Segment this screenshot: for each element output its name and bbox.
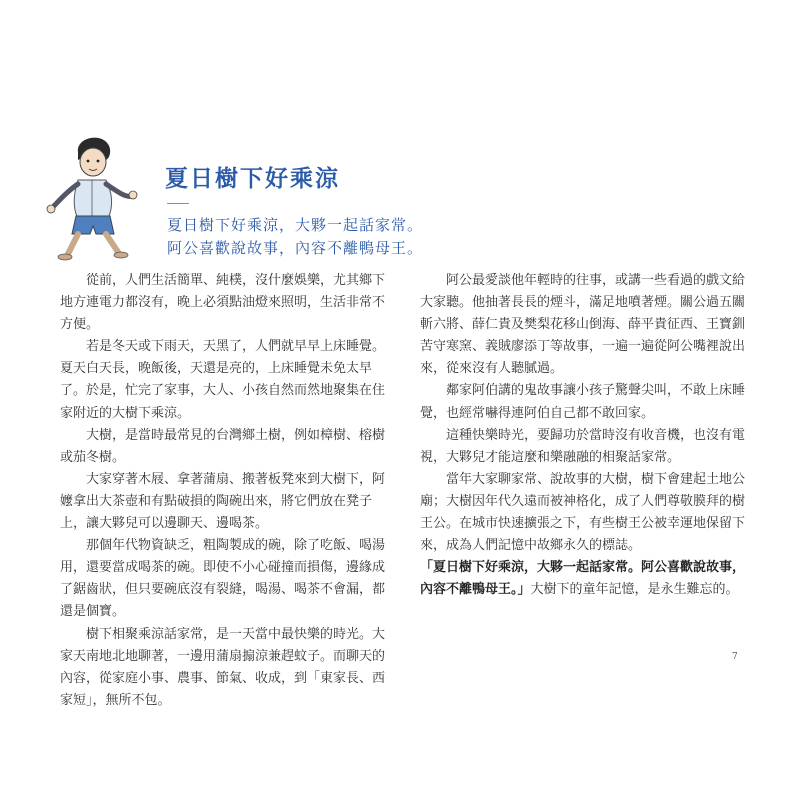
page-number: 7 [732,652,738,662]
paragraph: 從前，人們生活簡單、純樸，沒什麼娛樂，尤其鄉下地方連電力都沒有，晚上必須點油燈來照明，生活非常不方便。 [60,273,386,333]
paragraph: 當年大家聊家常、說故事的大樹，樹下會建起土地公廟；大樹因年代久遠而被神格化，成了人們尊敬膜拜的樹王公。在城市快速擴張之下，有些樹王公被幸運地保留下來，成為人們記憶中故鄉永久的標誌。 [420,471,746,554]
closing-paragraph [420,557,750,601]
paragraph: 大樹，是當時最常見的台灣鄉土樹，例如樟樹、榕樹或茄冬樹。 [60,427,386,465]
boy-illustration [38,130,148,270]
couplet-line: 阿公喜歡說故事，內容不離鴨母王。 [167,239,424,257]
paragraph: 樹下相聚乘涼話家常，是一天當中最快樂的時光。大家天南地北地聊著，一邊用蒲扇搧涼兼趕蚊子。而聊天的內容，從家庭小事、農事、節氣、收成，到「東家長、西家短」，無所不包。 [60,626,386,708]
paragraph: 鄰家阿伯講的鬼故事讓小孩子驚聲尖叫，不敢上床睡覺，也經常嚇得連阿伯自己都不敢回家。 [420,383,746,421]
paragraph: 大家穿著木屐、拿著蒲扇、搬著板凳來到大樹下，阿嬤拿出大茶壺和有點破損的陶碗出來，將它們放在凳子上，讓大夥兒可以邊聊天、邊喝茶。 [60,471,386,532]
chapter-couplet [167,214,423,260]
closing-quote: 「夏日樹下好乘涼，大夥一起話家常。阿公喜歡說故事，內容不離鴨母王。」 [420,560,746,598]
paragraph: 那個年代物資缺乏，粗陶製成的碗，除了吃飯、喝湯用，還要當成喝茶的碗。即使不小心碰撞而損傷，邊緣成了鋸齒狀，但只要碗底沒有裂縫，喝湯、喝茶不會漏，都還是個寶。 [60,538,386,620]
paragraph: 若是冬天或下雨天，天黑了，人們就早早上床睡覺。夏天白天長，晚飯後，天還是亮的，上床睡覺未免太早了。於是，忙完了家事，大人、小孩自然而然地聚集在住家附近的大樹下乘涼。 [60,339,386,421]
right-column [420,270,750,601]
chapter-title: 夏日樹下好乘涼 [165,165,340,192]
couplet-line: 夏日樹下好乘涼，大夥一起話家常。 [167,216,424,234]
title-divider [167,203,189,204]
paragraph: 這種快樂時光，要歸功於當時沒有收音機，也沒有電視，大夥兒才能這麼和樂融融的相聚話家常。 [420,427,746,465]
left-column [60,270,390,712]
paragraph: 阿公最愛談他年輕時的往事，或講一些看過的戲文給大家聽。他抽著長長的煙斗，滿足地噴著煙。關公過五關斬六將、薛仁貴及樊梨花移山倒海、薛平貴征西、王寶釧苦守寒窯、義賊廖添丁等故事，一遍一遍從阿公嘴裡說出來，從來沒有人聽膩過。 [420,273,746,377]
closing-tail: 大樹下的童年記憶，是永生難忘的。 [530,582,739,598]
